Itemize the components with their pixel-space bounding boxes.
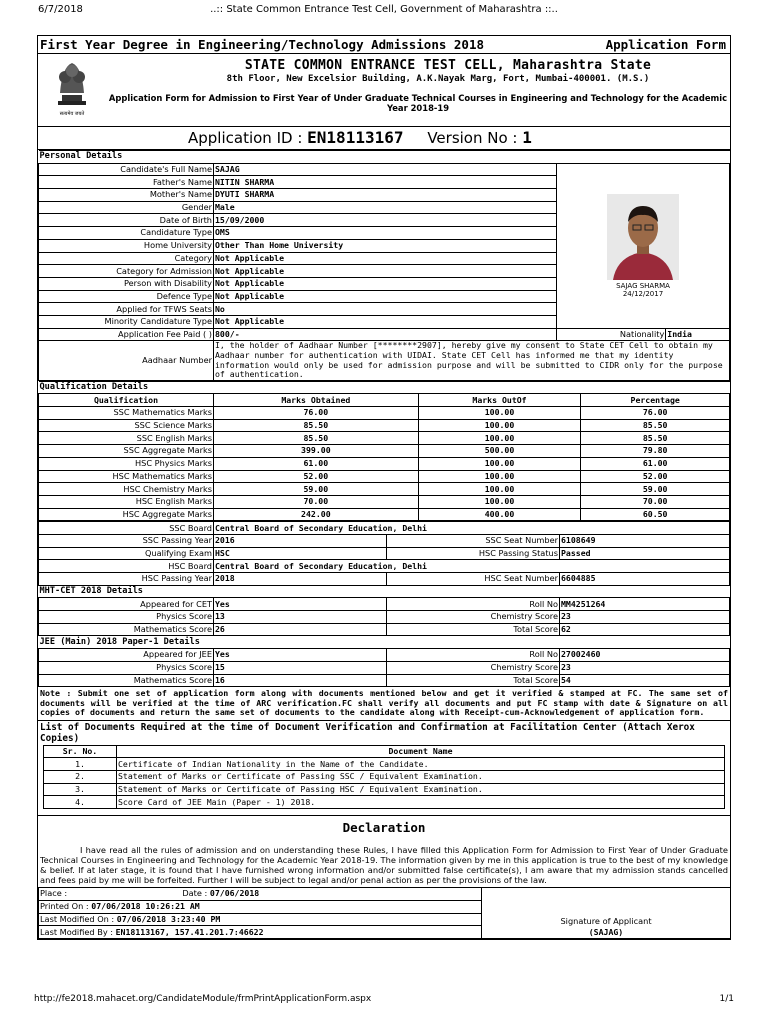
marks-obtained: 85.50 xyxy=(214,432,419,445)
qualification-row xyxy=(39,419,730,432)
field-label: Candidate's Full Name xyxy=(39,163,214,176)
hsc-year-label: HSC Passing Year xyxy=(39,573,214,586)
signature-label: Signature of Applicant xyxy=(560,915,652,926)
marks-obtained: 76.00 xyxy=(214,407,419,420)
photo-caption-date: 24/12/2017 xyxy=(622,289,664,298)
nationality-value: India xyxy=(666,328,730,341)
jee-chemistry-label: Chemistry Score xyxy=(387,661,560,674)
percentage: 59.00 xyxy=(581,483,730,496)
photo-cell xyxy=(557,163,730,328)
field-value: No xyxy=(214,303,557,316)
organization-name: STATE COMMON ENTRANCE TEST CELL, Maharashtra State xyxy=(244,58,652,73)
qualification-row xyxy=(39,457,730,470)
ssc-year-value: 2016 xyxy=(214,534,387,547)
fee-label: Application Fee Paid ( ) xyxy=(39,328,214,341)
field-label: Candidature Type xyxy=(39,227,214,240)
submission-note: Note : Submit one set of application form along with documents mentioned below and get it verified & stamped at FC. The same set of documents will be verified at the time of ARC verification.FC shall verify all documents and put FC stamp with date & Signature on all copies of documents and return the same set of documents to the candidate along with Receipt-cum-Acknowledgement of application form. xyxy=(38,687,730,721)
qualification-row xyxy=(39,445,730,458)
cet-physics-value: 13 xyxy=(214,611,387,624)
signature-cell xyxy=(482,888,731,939)
section-title-mhtcet: MHT-CET 2018 Details xyxy=(39,585,730,598)
qualification-row xyxy=(39,483,730,496)
qualifying-exam-value: HSC xyxy=(214,547,387,560)
marks-obtained: 59.00 xyxy=(214,483,419,496)
percentage: 76.00 xyxy=(581,407,730,420)
marks-outof: 100.00 xyxy=(418,457,581,470)
qualifying-exam-label: Qualifying Exam xyxy=(39,547,214,560)
personal-row xyxy=(39,163,730,176)
percentage: 70.00 xyxy=(581,495,730,508)
jee-total-value: 54 xyxy=(560,674,730,687)
field-value: Not Applicable xyxy=(214,252,557,265)
print-url: http://fe2018.mahacet.org/CandidateModule/frmPrintApplicationForm.aspx xyxy=(34,994,372,1004)
version-label: Version No : xyxy=(427,129,523,147)
qualification-name: SSC Science Marks xyxy=(39,419,214,432)
marks-outof: 100.00 xyxy=(418,419,581,432)
signature-name: (SAJAG) xyxy=(588,926,624,937)
modified-label: Last Modified On : xyxy=(40,913,117,924)
ssc-seat-value: 6108649 xyxy=(560,534,730,547)
field-value: 15/09/2000 xyxy=(214,214,557,227)
cet-appeared-label: Appeared for CET xyxy=(39,598,214,611)
date-value: 07/06/2018 xyxy=(209,888,260,899)
declaration-section xyxy=(38,815,730,887)
col-marks-obtained: Marks Obtained xyxy=(214,394,419,407)
cet-chemistry-value: 23 xyxy=(560,611,730,624)
hsc-status-label: HSC Passing Status xyxy=(387,547,560,560)
field-label: Category for Admission xyxy=(39,265,214,278)
ssc-board-value: Central Board of Secondary Education, Delhi xyxy=(214,522,730,535)
field-value: NITIN SHARMA xyxy=(214,176,557,189)
col-sr-no: Sr. No. xyxy=(44,745,117,758)
document-sr-no: 3. xyxy=(44,783,117,796)
qualification-name: SSC English Marks xyxy=(39,432,214,445)
field-value: Not Applicable xyxy=(214,265,557,278)
document-name: Score Card of JEE Main (Paper - 1) 2018. xyxy=(117,796,725,809)
document-row xyxy=(44,783,725,796)
document-name: Statement of Marks or Certificate of Passing SSC / Equivalent Examination. xyxy=(117,771,725,784)
hsc-board-value: Central Board of Secondary Education, Delhi xyxy=(214,560,730,573)
marks-outof: 100.00 xyxy=(418,470,581,483)
field-value: Male xyxy=(214,201,557,214)
place-date-cell xyxy=(39,888,482,901)
section-title-qualification: Qualification Details xyxy=(39,381,730,394)
col-document-name: Document Name xyxy=(117,745,725,758)
documents-table xyxy=(43,745,725,809)
field-label: Defence Type xyxy=(39,290,214,303)
application-id-label: Application ID : xyxy=(188,129,308,147)
cet-total-value: 62 xyxy=(560,623,730,636)
admissions-title: First Year Degree in Engineering/Technology Admissions 2018 xyxy=(40,37,485,52)
qualification-name: HSC Chemistry Marks xyxy=(39,483,214,496)
hsc-status-value: Passed xyxy=(560,547,730,560)
cet-maths-label: Mathematics Score xyxy=(39,623,214,636)
qualification-name: SSC Mathematics Marks xyxy=(39,407,214,420)
qualification-row xyxy=(39,470,730,483)
percentage: 85.50 xyxy=(581,432,730,445)
marks-outof: 100.00 xyxy=(418,432,581,445)
marks-outof: 100.00 xyxy=(418,407,581,420)
percentage: 60.50 xyxy=(581,508,730,521)
qualification-row xyxy=(39,407,730,420)
percentage: 61.00 xyxy=(581,457,730,470)
marks-obtained: 52.00 xyxy=(214,470,419,483)
marks-outof: 500.00 xyxy=(418,445,581,458)
qualification-row xyxy=(39,495,730,508)
field-value: Other Than Home University xyxy=(214,239,557,252)
hsc-seat-value: 6604885 xyxy=(560,573,730,586)
qualification-name: HSC Mathematics Marks xyxy=(39,470,214,483)
qualification-table xyxy=(38,381,730,522)
svg-text:सत्यमेव जयते: सत्यमेव जयते xyxy=(59,111,85,117)
field-label: Category xyxy=(39,252,214,265)
modified-value: 07/06/2018 3:23:40 PM xyxy=(116,913,221,924)
printed-on-cell xyxy=(39,900,482,913)
percentage: 85.50 xyxy=(581,419,730,432)
marks-obtained: 85.50 xyxy=(214,419,419,432)
jee-roll-label: Roll No xyxy=(387,649,560,662)
hsc-year-value: 2018 xyxy=(214,573,387,586)
cet-appeared-value: Yes xyxy=(214,598,387,611)
jee-appeared-value: Yes xyxy=(214,649,387,662)
nationality-label: Nationality xyxy=(557,328,666,341)
document-row xyxy=(44,758,725,771)
field-value: Not Applicable xyxy=(214,290,557,303)
cet-total-label: Total Score xyxy=(387,623,560,636)
hsc-board-label: HSC Board xyxy=(39,560,214,573)
marks-obtained: 70.00 xyxy=(214,495,419,508)
ssc-year-label: SSC Passing Year xyxy=(39,534,214,547)
percentage: 52.00 xyxy=(581,470,730,483)
jee-total-label: Total Score xyxy=(387,674,560,687)
print-page-number: 1/1 xyxy=(719,994,734,1004)
field-label: Father's Name xyxy=(39,176,214,189)
cet-maths-value: 26 xyxy=(214,623,387,636)
modified-by-value: EN18113167, 157.41.201.7:46622 xyxy=(115,926,264,937)
marks-outof: 400.00 xyxy=(418,508,581,521)
date-label: Date : xyxy=(182,888,210,899)
marks-outof: 100.00 xyxy=(418,483,581,496)
documents-section xyxy=(38,721,730,809)
section-title-jee: JEE (Main) 2018 Paper-1 Details xyxy=(39,636,730,649)
declaration-text: I have read all the rules of admission and on understanding these Rules, I have filled this Application Form for Admission to First Year of Under Graduate Technical Courses in Engineering and Technology for the Academic Year 2018-19. The information given by me in this application is true to the best of my knowledge & belief. If at later stage, it is found that I have furnished wrong information and/or submitted false certificate(s), I am aware that my admission stands cancelled and fees paid by me will be forfeited. Further I will be subject to legal and/or penal action as per the provisions of the law. xyxy=(40,845,728,886)
field-value: Not Applicable xyxy=(214,277,557,290)
field-label: Gender xyxy=(39,201,214,214)
application-id: EN18113167 xyxy=(307,128,404,147)
jee-maths-value: 16 xyxy=(214,674,387,687)
qualification-name: HSC English Marks xyxy=(39,495,214,508)
col-qualification: Qualification xyxy=(39,394,214,407)
document-row xyxy=(44,796,725,809)
modified-by-label: Last Modified By : xyxy=(40,926,116,937)
qualification-name: HSC Physics Marks xyxy=(39,457,214,470)
document-sr-no: 4. xyxy=(44,796,117,809)
field-label: Person with Disability xyxy=(39,277,214,290)
percentage: 79.80 xyxy=(581,445,730,458)
field-value: SAJAG xyxy=(214,163,557,176)
print-page-title: ..:: State Common Entrance Test Cell, Government of Maharashtra ::.. xyxy=(210,4,558,15)
documents-title: List of Documents Required at the time of Document Verification and Confirmation at Facilitation Center (Attach Xerox Copies) xyxy=(40,721,695,744)
footer-table xyxy=(38,887,730,939)
photo-caption-name: SAJAG SHARMA xyxy=(616,281,670,290)
col-percentage: Percentage xyxy=(581,394,730,407)
cet-physics-label: Physics Score xyxy=(39,611,214,624)
ssc-board-label: SSC Board xyxy=(39,522,214,535)
hsc-seat-label: HSC Seat Number xyxy=(387,573,560,586)
jee-roll-value: 27002460 xyxy=(560,649,730,662)
document-name: Certificate of Indian Nationality in the Name of the Candidate. xyxy=(117,758,725,771)
candidate-photo xyxy=(607,194,679,280)
modified-by-cell xyxy=(39,926,482,939)
jee-physics-value: 15 xyxy=(214,661,387,674)
jee-maths-label: Mathematics Score xyxy=(39,674,214,687)
field-value: DYUTI SHARMA xyxy=(214,189,557,202)
form-topbar xyxy=(38,36,730,54)
print-date: 6/7/2018 xyxy=(38,4,83,15)
field-value: OMS xyxy=(214,227,557,240)
cet-chemistry-label: Chemistry Score xyxy=(387,611,560,624)
printed-value: 07/06/2018 10:26:21 AM xyxy=(91,901,200,912)
national-emblem-icon xyxy=(52,57,92,119)
document-row xyxy=(44,771,725,784)
declaration-title: Declaration xyxy=(342,820,426,836)
field-label: Minority Candidature Type xyxy=(39,315,214,328)
field-value: Not Applicable xyxy=(214,315,557,328)
form-label: Application Form xyxy=(605,37,726,52)
field-label: Applied for TFWS Seats xyxy=(39,303,214,316)
marks-obtained: 61.00 xyxy=(214,457,419,470)
col-marks-outof: Marks OutOf xyxy=(418,394,581,407)
browser-print-footer xyxy=(0,990,768,1010)
marks-obtained: 399.00 xyxy=(214,445,419,458)
section-title-personal: Personal Details xyxy=(39,151,730,164)
browser-print-header xyxy=(0,0,768,22)
jee-chemistry-value: 23 xyxy=(560,661,730,674)
place-label: Place : xyxy=(40,888,68,899)
cet-roll-label: Roll No xyxy=(387,598,560,611)
printed-label: Printed On : xyxy=(40,901,92,912)
form-header xyxy=(38,54,730,127)
ssc-seat-label: SSC Seat Number xyxy=(387,534,560,547)
fee-value: 800/- xyxy=(214,328,557,341)
cet-roll-value: MM4251264 xyxy=(560,598,730,611)
field-label: Date of Birth xyxy=(39,214,214,227)
marks-obtained: 242.00 xyxy=(214,508,419,521)
jee-physics-label: Physics Score xyxy=(39,661,214,674)
board-details-table xyxy=(38,521,730,687)
qualification-row xyxy=(39,508,730,521)
qualification-name: HSC Aggregate Marks xyxy=(39,508,214,521)
form-purpose: Application Form for Admission to First Year of Under Graduate Technical Courses in Engineering and Technology for the Academic Year 2018-19 xyxy=(108,93,728,113)
document-name: Statement of Marks or Certificate of Passing HSC / Equivalent Examination. xyxy=(117,783,725,796)
qualification-name: SSC Aggregate Marks xyxy=(39,445,214,458)
aadhaar-consent: I, the holder of Aadhaar Number [********2907], hereby give my consent to State CET Cell to obtain my Aadhaar number for authentication with UIDAI. State CET Cell has informed me that my identity information would only be used for admission purpose and will be submitted to CIDR only for the purpose of authentication. xyxy=(214,341,730,380)
field-label: Home University xyxy=(39,239,214,252)
application-form xyxy=(37,35,731,940)
field-label: Mother's Name xyxy=(39,189,214,202)
jee-appeared-label: Appeared for JEE xyxy=(39,649,214,662)
document-sr-no: 2. xyxy=(44,771,117,784)
qualification-row xyxy=(39,432,730,445)
modified-on-cell xyxy=(39,913,482,926)
personal-details-table xyxy=(38,150,730,381)
document-sr-no: 1. xyxy=(44,758,117,771)
application-id-bar xyxy=(38,127,730,150)
marks-outof: 100.00 xyxy=(418,495,581,508)
version-number: 1 xyxy=(522,128,532,147)
organization-address: 8th Floor, New Excelsior Building, A.K.Nayak Marg, Fort, Mumbai-400001. (M.S.) xyxy=(226,74,650,84)
aadhaar-label: Aadhaar Number xyxy=(39,341,214,380)
